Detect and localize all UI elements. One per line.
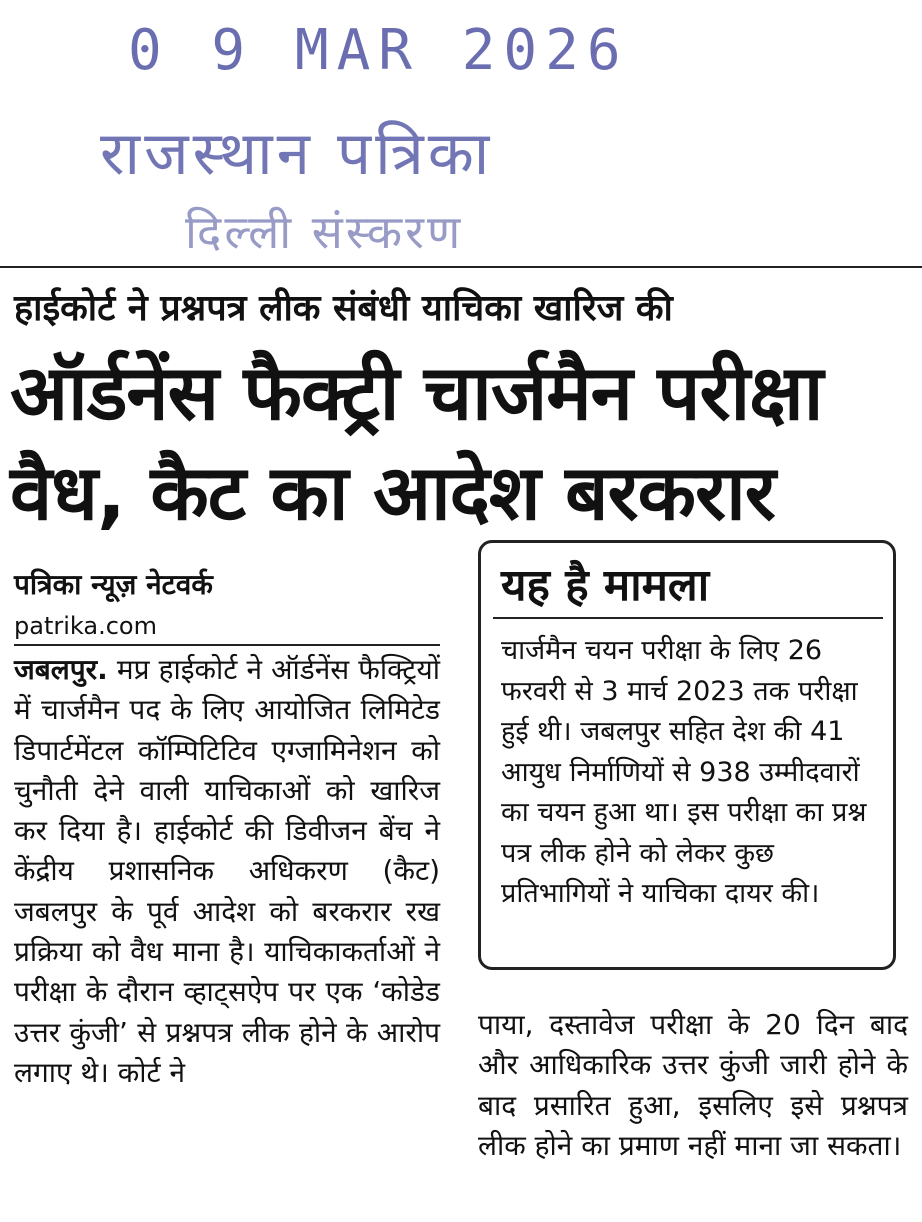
case-info-box [478,540,896,970]
box-text: चार्जमैन चयन परीक्षा के लिए 26 फरवरी से 3 मार्च 2023 तक परीक्षा हुई थी। जबलपुर सहित देश की 41 आयुध निर्माणियों से 938 उम्मीदवारों का चयन हुआ था। इस परीक्षा का प्रश्न पत्र लीक होने को लेकर कुछ प्रतिभागियों ने याचिका दायर की। [501,635,867,909]
article-body-right: पाया, दस्तावेज परीक्षा के 20 दिन बाद और आधिकारिक उत्तर कुंजी जारी होने के बाद प्रसारित हुआ, इसलिए इसे प्रश्नपत्र लीक होने का प्रमाण नहीं माना जा सकता। [478,1008,908,1162]
newspaper-name-stamp: राजस्थान पत्रिका [100,119,494,189]
edition-stamp: दिल्ली संस्करण [185,205,464,259]
dateline: जबलपुर. [14,653,108,686]
article-body-left [14,650,440,1093]
main-headline-line-1: ऑर्डनेंस फैक्ट्री चार्जमैन परीक्षा [10,348,823,437]
box-divider [493,617,883,619]
top-divider [0,266,922,268]
main-headline-line-2: वैध, कैट का आदेश बरकरार [10,448,775,537]
date-stamp: 0 9 MAR 2026 [128,18,629,83]
website-credit: patrika.com [14,612,157,640]
byline: पत्रिका न्यूज़ नेटवर्क [14,568,213,601]
kicker-headline: हाईकोर्ट ने प्रश्नपत्र लीक संबंधी याचिका खारिज की [14,288,673,329]
byline-divider [14,644,440,646]
box-title: यह है मामला [501,560,710,611]
body-text-left: मप्र हाईकोर्ट ने ऑर्डनेंस फैक्ट्रियों में चार्जमैन पद के लिए आयोजित लिमिटेड डिपार्टमेंटल कॉम्पिटिटिव एग्जामिनेशन को चुनौती देने वाली याचिकाओं को खारिज कर दिया है। हाईकोर्ट की डिवीजन बेंच ने केंद्रीय प्रशासनिक अधिकरण (कैट) जबलपुर के पूर्व आदेश को बरकरार रख प्रक्रिया को वैध माना है। याचिकाकर्ताओं ने परीक्षा के दौरान व्हाट्सऐप पर एक ‘कोडेड उत्तर कुंजी’ से प्रश्नपत्र लीक होने के आरोप लगाए थे। कोर्ट ने [14,653,440,1089]
